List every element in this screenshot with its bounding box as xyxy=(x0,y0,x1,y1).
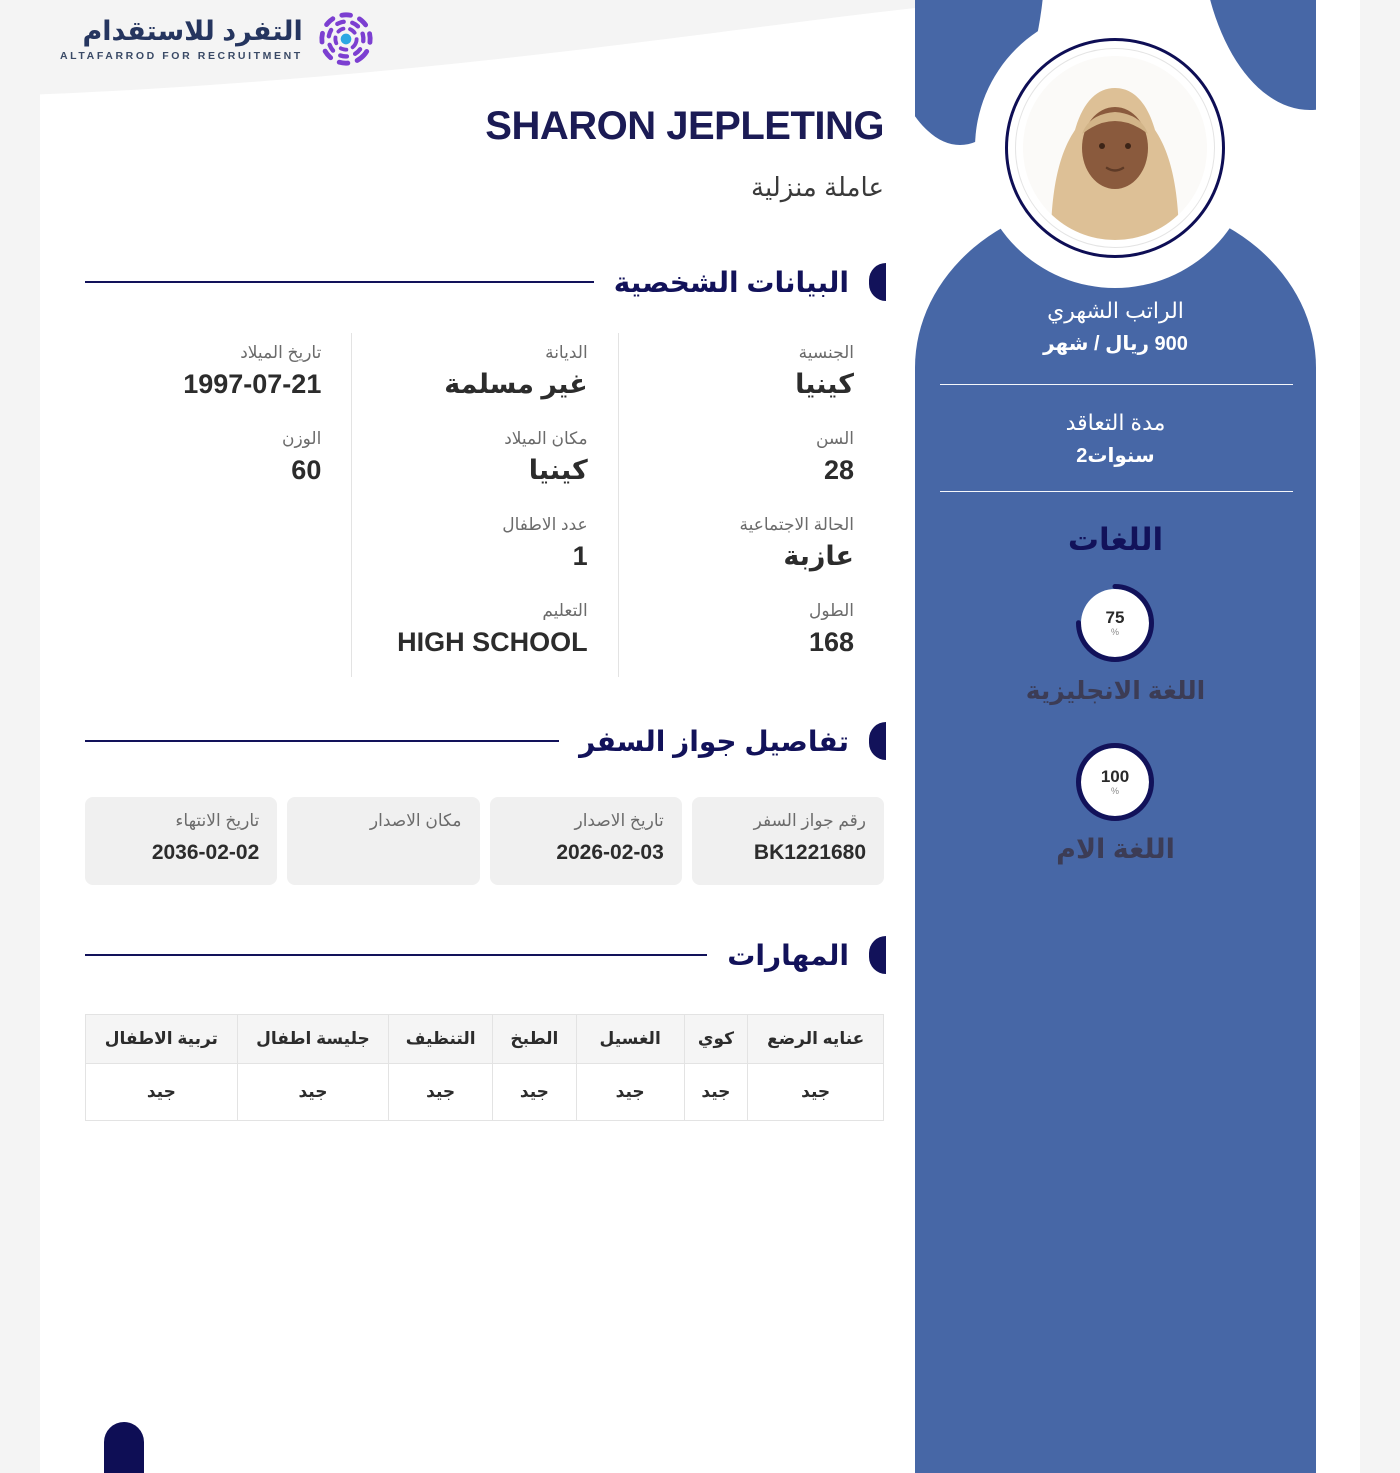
card-label: مكان الاصدار xyxy=(369,811,462,830)
skill-rating: جيد xyxy=(86,1064,238,1121)
skill-rating: جيد xyxy=(493,1064,577,1121)
skill-rating: جيد xyxy=(237,1064,389,1121)
field-empty xyxy=(85,505,351,591)
percent-number: 75 xyxy=(1105,608,1125,627)
card-value: 2036-02-02 xyxy=(151,841,260,864)
skill-rating: جيد xyxy=(576,1064,684,1121)
passport-expiry-date-card xyxy=(85,797,277,885)
native-percent xyxy=(1075,742,1155,822)
section-divider-line xyxy=(85,740,559,742)
sidebar-divider xyxy=(940,384,1293,385)
field-label: السن xyxy=(815,429,854,448)
logo-center-dot xyxy=(340,34,351,45)
skill-rating: جيد xyxy=(389,1064,493,1121)
section-bullet-icon xyxy=(869,936,886,974)
brand-logo xyxy=(60,10,375,68)
field-label: الحالة الاجتماعية xyxy=(739,515,854,534)
field-value: 1 xyxy=(572,541,588,571)
field-value: 60 xyxy=(291,455,322,485)
skill-header: كوي xyxy=(684,1015,748,1064)
field-empty xyxy=(85,591,351,677)
english-progress-ring xyxy=(1075,583,1155,663)
field-value: 1997-07-21 xyxy=(183,369,322,399)
skill-header: تربية الاطفال xyxy=(86,1015,238,1064)
section-bullet-icon xyxy=(869,263,886,301)
section-title: تفاصيل جواز السفر xyxy=(579,725,849,757)
english-language-label: اللغة الانجليزية xyxy=(1025,677,1206,705)
section-header-personal xyxy=(85,263,886,301)
field-birth-place xyxy=(351,419,617,505)
skill-header: عنايه الرضع xyxy=(748,1015,884,1064)
brand-text xyxy=(60,16,303,62)
field-value: كينيا xyxy=(528,455,588,485)
field-weight xyxy=(85,419,351,505)
languages-title: اللغات xyxy=(1067,522,1164,557)
skill-rating: جيد xyxy=(684,1064,748,1121)
salary-label: الراتب الشهري xyxy=(1047,298,1184,323)
candidate-photo xyxy=(1023,56,1207,240)
skill-rating: جيد xyxy=(748,1064,884,1121)
personal-data-grid xyxy=(85,333,884,677)
native-progress-ring xyxy=(1075,742,1155,822)
percent-unit: % xyxy=(1110,627,1119,637)
field-marital-status xyxy=(618,505,884,591)
field-value: غير مسلمة xyxy=(444,369,588,399)
field-value: 28 xyxy=(823,455,854,485)
section-divider-line xyxy=(85,954,707,956)
section-title: البيانات الشخصية xyxy=(613,266,849,298)
field-value: HIGH SCHOOL xyxy=(397,627,588,657)
field-religion xyxy=(351,333,617,419)
field-label: تاريخ الميلاد xyxy=(240,343,322,362)
bottom-pill-decoration xyxy=(104,1422,144,1473)
card-value: 2026-02-03 xyxy=(556,841,664,864)
skill-header: الغسيل xyxy=(576,1015,684,1064)
skills-rating-row xyxy=(86,1064,884,1121)
brand-name-english: ALTAFARROD FOR RECRUITMENT xyxy=(60,50,303,63)
card-value xyxy=(297,841,461,865)
field-birth-date xyxy=(85,333,351,419)
field-label: الطول xyxy=(809,601,854,620)
section-header-passport xyxy=(85,722,886,760)
passport-issue-date-card xyxy=(490,797,682,885)
salary-value: 900 ريال / شهر xyxy=(1043,333,1188,355)
passport-issue-place-card xyxy=(287,797,479,885)
percent-unit: % xyxy=(1110,786,1119,796)
brand-name-arabic: التفرد للاستقدام xyxy=(82,15,303,46)
skill-header: الطبخ xyxy=(493,1015,577,1064)
field-value: عازبة xyxy=(783,541,854,571)
card-value: BK1221680 xyxy=(753,841,866,864)
card-label: رقم جواز السفر xyxy=(753,811,866,830)
field-label: التعليم xyxy=(542,601,588,620)
field-age xyxy=(618,419,884,505)
field-label: الوزن xyxy=(281,429,322,448)
field-height xyxy=(618,591,884,677)
field-value: كينيا xyxy=(795,369,854,399)
sidebar xyxy=(915,0,1316,1473)
sidebar-divider xyxy=(940,491,1293,492)
native-language-label: اللغة الام xyxy=(1056,834,1175,864)
contract-duration-value: سنوات2 xyxy=(1076,445,1155,467)
section-title: المهارات xyxy=(727,939,849,971)
field-value: 168 xyxy=(808,627,854,657)
skill-header: التنظيف xyxy=(389,1015,493,1064)
percent-number: 100 xyxy=(1100,767,1130,786)
section-divider-line xyxy=(85,281,594,283)
candidate-job-title: عاملة منزلية xyxy=(751,172,884,202)
field-label: مكان الميلاد xyxy=(504,429,588,448)
candidate-name: SHARON JEPLETING xyxy=(485,104,884,148)
field-label: الديانة xyxy=(545,343,588,362)
skills-table xyxy=(85,1014,884,1121)
skills-header-row xyxy=(86,1015,884,1064)
english-percent xyxy=(1075,583,1155,663)
field-children-count xyxy=(351,505,617,591)
passport-number-card xyxy=(692,797,884,885)
field-education xyxy=(351,591,617,677)
photo-frame xyxy=(1005,38,1225,258)
card-label: تاريخ الانتهاء xyxy=(175,811,260,830)
spiral-logo-icon xyxy=(317,10,375,68)
section-header-skills xyxy=(85,936,886,974)
passport-cards xyxy=(85,797,884,885)
contract-duration-label: مدة التعاقد xyxy=(1065,410,1166,435)
field-nationality xyxy=(618,333,884,419)
card-label: تاريخ الاصدار xyxy=(574,811,664,830)
field-label: عدد الاطفال xyxy=(502,515,588,534)
skill-header: جليسة اطفال xyxy=(237,1015,389,1064)
field-label: الجنسية xyxy=(798,343,854,362)
section-bullet-icon xyxy=(869,722,886,760)
